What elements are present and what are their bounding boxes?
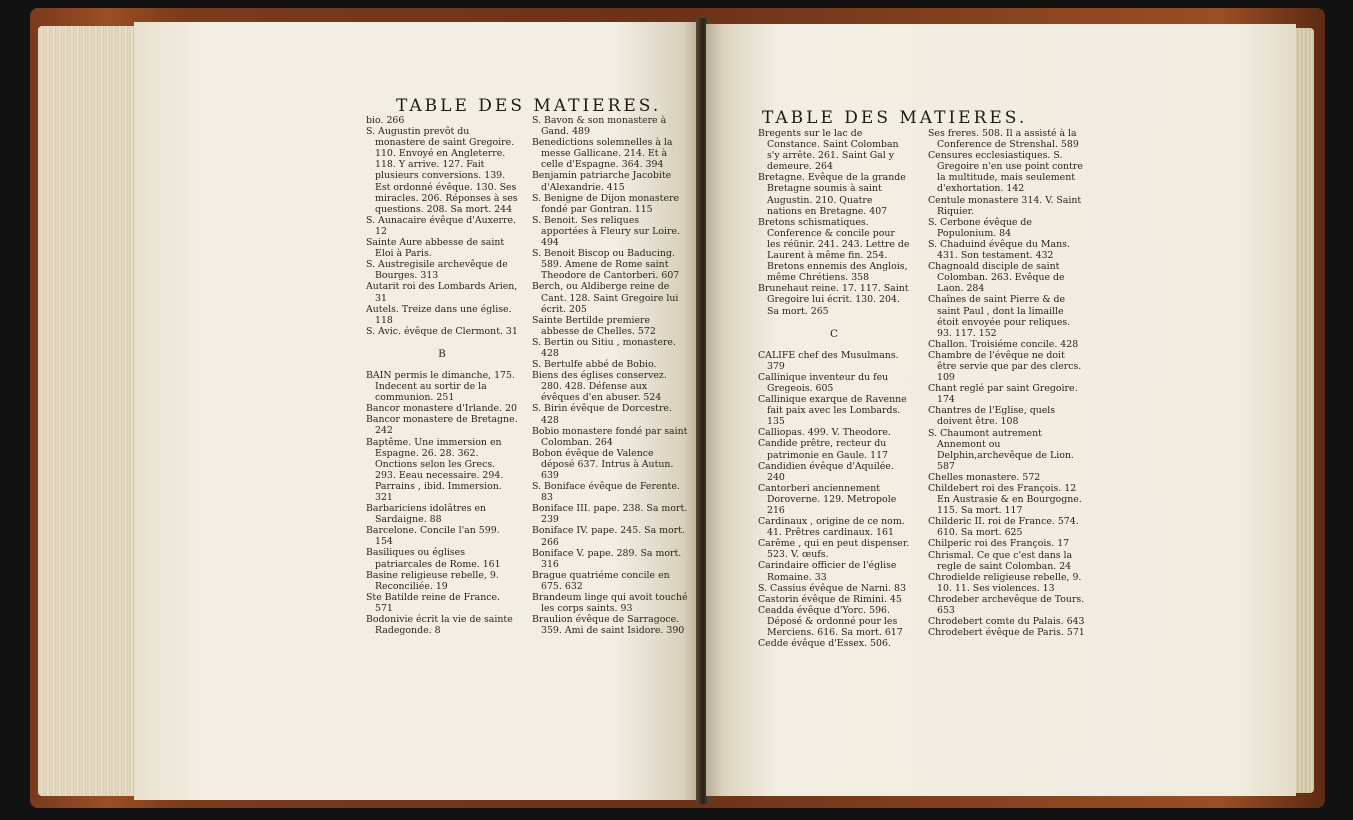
index-entry: S. Cassius évêque de Narni. 83 — [758, 582, 906, 594]
index-entry: Chelles monastere. 572 — [928, 471, 1041, 483]
index-entry: Ses freres. 508. Il a assisté à la Conference de Strenshal. 589 — [928, 128, 1079, 151]
index-entry: Boniface IV. pape. 245. Sa mort. 266 — [532, 525, 685, 548]
open-book — [30, 8, 1330, 812]
index-entry: Ste Batilde reine de France. 571 — [366, 591, 501, 614]
index-entry: Brague quatriéme concile en 675. 632 — [532, 569, 670, 592]
index-entry: Basine religieuse rebelle, 9. Reconciliée. 19 — [366, 569, 499, 592]
index-entry: Chrodeber archevêque de Tours. 653 — [928, 593, 1085, 617]
index-entry: Chant reglé par saint Gregoire. 174 — [928, 383, 1078, 406]
index-entry: Boniface III. pape. 238. Sa mort. 239 — [532, 503, 688, 526]
index-entry: S. Boniface évêque de Ferente. 83 — [532, 481, 680, 504]
index-entry: Barbariciens idolâtres en Sardaigne. 88 — [366, 503, 487, 526]
left-column-1 — [366, 115, 518, 636]
right-page-title: TABLE DES MATIERES. — [762, 108, 1028, 128]
index-entry: Sainte Aure abbesse de saint Eloi à Paris. — [366, 237, 505, 260]
left-page — [134, 22, 700, 800]
index-entry: Barcelone. Concile l'an 599. 154 — [366, 525, 500, 548]
index-entry: Biens des églises conservez. 280. 428. Défense aux évêques d'en abuser. 524 — [532, 370, 667, 404]
index-entry: Basiliques ou églises patriarcales de Rome. 161 — [366, 547, 501, 570]
index-entry: Cedde évêque d'Essex. 506. — [758, 638, 891, 650]
index-entry: S. Benoit Biscop ou Baducing. 589. Amene de Rome saint Theodore de Cantorberi. 607 — [532, 248, 680, 282]
index-entry: Callinique inventeur du feu Gregeois. 605 — [758, 371, 889, 394]
index-entry: Chrismal. Ce que c'est dans la regle de saint Colomban. 24 — [928, 549, 1073, 572]
index-entry: S. Chaumont autrement Annemont ou Delphin,archevêque de Lion. 587 — [928, 427, 1074, 472]
index-entry: S. Bertin ou Sitiu , monastere. 428 — [532, 336, 676, 359]
index-entry: Autarit roi des Lombards Arien, 31 — [366, 281, 518, 304]
right-page — [706, 24, 1296, 796]
left-page-title: TABLE DES MATIERES. — [396, 96, 662, 116]
index-entry: Chrodebert évêque de Paris. 571 — [928, 627, 1085, 639]
index-entry: Chaînes de saint Pierre & de saint Paul , dont la limaille étoit envoyée pour reliques. 93. 117. 152 — [928, 294, 1071, 339]
index-entry: Boniface V. pape. 289. Sa mort. 316 — [532, 547, 682, 570]
index-entry: Challon. Troisiéme concile. 428 — [928, 338, 1079, 350]
section-letter: C — [829, 327, 839, 340]
index-entry: Brunehaut reine. 17. 117. Saint Gregoire lui écrit. 130. 204. Sa mort. 265 — [758, 283, 909, 317]
index-entry: Childeric II. roi de France. 574. 610. Sa mort. 625 — [928, 516, 1079, 539]
index-entry: S. Bavon & son monastere à Gand. 489 — [532, 115, 667, 138]
index-entry: Cantorberi anciennement Doroverne. 129. Metropole 216 — [758, 482, 897, 516]
index-entry: S. Avic. évêque de Clermont. 31 — [366, 325, 518, 337]
index-entry: Bodonivie écrit la vie de sainte Radegonde. 8 — [366, 614, 513, 637]
index-entry: Chrodebert comte du Palais. 643 — [928, 616, 1085, 628]
index-entry: Castorin évêque de Rimini. 45 — [758, 593, 902, 605]
index-entry: Censures ecclesiastiques. S. Gregoire n'en use point contre la multitude, mais seulement d'exhortation. 142 — [928, 150, 1083, 195]
index-entry: Chagnoald disciple de saint Colomban. 263. Evêque de Laon. 284 — [928, 261, 1065, 295]
index-entry: Carême , qui en peut dispenser. 523. V. œufs. — [758, 538, 910, 561]
section-letter: B — [438, 347, 446, 360]
index-entry: Centule monastere 314. V. Saint Riquier. — [928, 194, 1082, 217]
index-entry: Braulion évêque de Sarragoce. 359. Ami de saint Isidore. 390 — [532, 614, 685, 637]
index-entry: Benjamin patriarche Jacobite d'Alexandrie. 415 — [532, 170, 672, 193]
index-entry: Chambre de l'évêque ne doit être servie que par des clercs. 109 — [928, 349, 1082, 384]
index-entry: Bancor monastere d'Irlande. 20 — [366, 403, 517, 415]
index-entry: Ceadda évêque d'Yorc. 596. Déposé & ordonné pour les Merciens. 616. Sa mort. 617 — [758, 604, 903, 639]
index-entry: Calliopas. 499. V. Theodore. — [758, 427, 891, 439]
index-entry: Candide prêtre, recteur du patrimonie en Gaule. 117 — [758, 438, 889, 461]
index-entry: Chilperic roi des François. 17 — [928, 538, 1070, 550]
right-column-1 — [758, 128, 910, 649]
index-entry: Bretagne. Evêque de la grande Bretagne soumis à saint Augustin. 210. Quatre nations en Bretagne. 407 — [758, 172, 906, 217]
index-entry: S. Aunacaire évêque d'Auxerre. 12 — [366, 214, 517, 237]
index-entry: S. Bertulfe abbé de Bobio. — [532, 359, 657, 371]
index-entry: Chrodielde religieuse rebelle, 9. 10. 11. Ses violences. 13 — [928, 571, 1082, 594]
index-entry: bio. 266 — [366, 115, 405, 126]
index-entry: Candidien évêque d'Aquilée. 240 — [758, 460, 894, 483]
index-entry: S. Austregisile archevêque de Bourges. 313 — [366, 259, 508, 282]
index-entry: Benedictions solemnelles à la messe Gallicane. 214. Et à celle d'Espagne. 364. 394 — [532, 137, 673, 171]
index-entry: S. Birin évêque de Dorcestre. 428 — [532, 403, 672, 426]
index-entry: Bregents sur le lac de Constance. Saint Colomban s'y arrête. 261. Saint Gal y demeure. 264 — [758, 128, 899, 173]
index-entry: Bobio monastere fondé par saint Colomban. 264 — [532, 425, 688, 448]
right-column-2 — [928, 128, 1086, 638]
index-entry: S. Benoit. Ses reliques apportées à Fleury sur Loire. 494 — [532, 214, 680, 249]
index-entry: BAIN permis le dimanche, 175. Indecent au sortir de la communion. 251 — [366, 369, 515, 404]
index-entry: Bancor monastere de Bretagne. 242 — [366, 414, 518, 437]
index-entry: Sainte Bertilde premiere abbesse de Chelles. 572 — [532, 314, 656, 337]
index-entry: CALIFE chef des Musulmans. 379 — [758, 349, 899, 372]
index-entry: S. Chaduind évêque du Mans. 431. Son testament. 432 — [928, 238, 1070, 262]
left-column-2 — [532, 115, 688, 636]
index-entry: S. Cerbone évêque de Populonium. 84 — [928, 216, 1032, 239]
index-entry: Callinique exarque de Ravenne fait paix avec les Lombards. 135 — [758, 394, 907, 428]
index-entry: Chantres de l'Eglise, quels doivent être. 108 — [928, 405, 1056, 428]
index-entry: Autels. Treize dans une église. 118 — [366, 303, 512, 326]
index-entry: Bobon évêque de Valence déposé 637. Intrus à Autun. 639 — [532, 447, 674, 481]
index-entry: S. Benigne de Dijon monastere fondé par Gontran. 115 — [532, 192, 680, 215]
index-entry: Baptême. Une immersion en Espagne. 26. 28. 362. Onctions selon les Grecs. 293. Eeau necessaire. 294. Parrains , ibid. Immersion. 321 — [366, 436, 504, 503]
index-entry: Childebert roi des François. 12 En Austrasie & en Bourgogne. 115. Sa mort. 117 — [928, 483, 1082, 517]
index-entry: Berch, ou Aldiberge reine de Cant. 128. Saint Gregoire lui écrit. 205 — [532, 281, 679, 315]
index-entry: Bretons schismatiques. Conference & concile pour les réünir. 241. 243. Lettre de Laurent à même fin. 254. Bretons ennemis des Anglois, même Chrétiens. 358 — [758, 216, 910, 284]
index-entry: Cardinaux , origine de ce nom. 41. Prêtres cardinaux. 161 — [758, 516, 905, 539]
index-entry: S. Augustin prevôt du monastere de saint Gregoire. 110. Envoyé en Angleterre. 118. Y arrive. 127. Fait plusieurs conversions. 139. Est ordonné évêque. 130. Ses miracles. 206. Réponses à ses questions. 208. Sa mort. 244 — [366, 126, 518, 215]
index-entry: Brandeum linge qui avoit touché les corps saints. 93 — [532, 592, 688, 615]
index-entry: Carindaire officier de l'église Romaine. 33 — [758, 560, 897, 583]
